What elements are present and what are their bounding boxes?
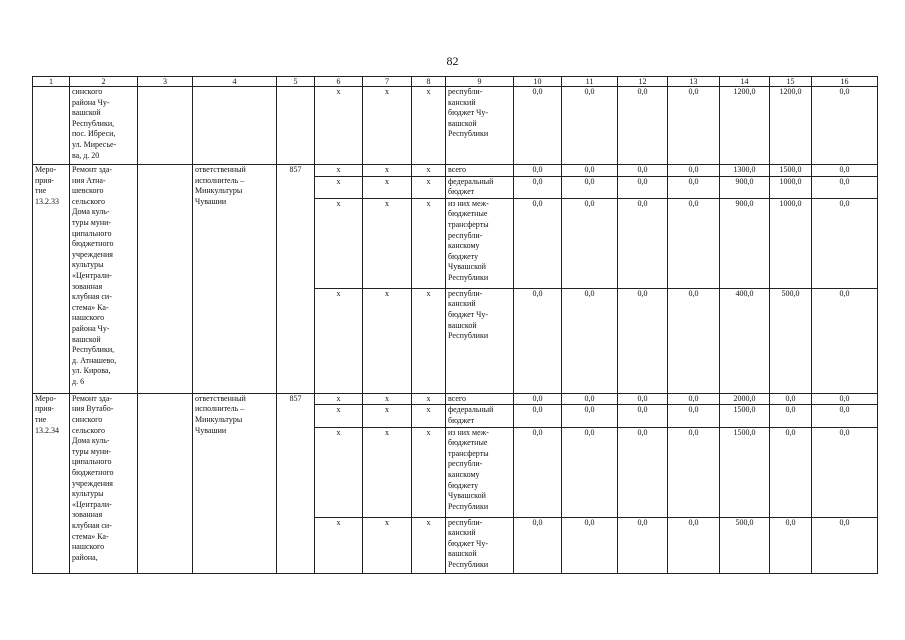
cell-x: x <box>315 176 363 198</box>
value-cell: 0,0 <box>668 165 720 177</box>
cell-x: x <box>363 198 412 288</box>
cell-x: x <box>363 517 412 573</box>
value-cell: 0,0 <box>618 198 668 288</box>
value-cell: 0,0 <box>770 405 812 427</box>
value-cell: 0,0 <box>514 427 562 517</box>
value-cell: 0,0 <box>514 176 562 198</box>
cell-x: x <box>363 427 412 517</box>
value-cell: 0,0 <box>618 165 668 177</box>
col-header: 11 <box>562 77 618 87</box>
value-cell: 0,0 <box>668 288 720 393</box>
value-cell: 0,0 <box>618 517 668 573</box>
value-cell: 0,0 <box>668 87 720 165</box>
measure-label-cell <box>33 87 70 165</box>
col-header: 4 <box>193 77 277 87</box>
value-cell: 0,0 <box>562 517 618 573</box>
value-cell: 0,0 <box>562 393 618 405</box>
measure-label: Меро- прия- тие 13.2.34 <box>33 393 70 573</box>
value-cell: 0,0 <box>812 165 878 177</box>
value-cell: 0,0 <box>812 87 878 165</box>
value-cell: 0,0 <box>668 198 720 288</box>
value-cell: 0,0 <box>562 176 618 198</box>
col-header: 9 <box>446 77 514 87</box>
value-cell: 0,0 <box>668 393 720 405</box>
value-cell: 500,0 <box>720 517 770 573</box>
col-header: 3 <box>138 77 193 87</box>
cell-x: x <box>315 165 363 177</box>
cell-x: x <box>315 198 363 288</box>
funding-source: из них меж- бюджетные трансферты республи- канскому бюджету Чувашской Республики <box>446 198 514 288</box>
col-header: 10 <box>514 77 562 87</box>
cell-x: x <box>363 87 412 165</box>
col-header: 5 <box>277 77 315 87</box>
value-cell: 0,0 <box>812 405 878 427</box>
col-header: 7 <box>363 77 412 87</box>
header-row <box>33 77 878 87</box>
value-cell: 0,0 <box>812 176 878 198</box>
value-cell: 0,0 <box>562 427 618 517</box>
value-cell: 900,0 <box>720 176 770 198</box>
value-cell: 0,0 <box>770 427 812 517</box>
empty-cell <box>138 87 193 165</box>
value-cell: 0,0 <box>668 176 720 198</box>
value-cell: 0,0 <box>618 176 668 198</box>
cell-x: x <box>315 87 363 165</box>
cell-x: x <box>412 517 446 573</box>
col-header: 12 <box>618 77 668 87</box>
value-cell: 0,0 <box>812 198 878 288</box>
cell-x: x <box>412 87 446 165</box>
col-header: 2 <box>70 77 138 87</box>
value-cell: 1000,0 <box>770 176 812 198</box>
funding-source: республи- канский бюджет Чу- вашской Республики <box>446 517 514 573</box>
cell-x: x <box>412 405 446 427</box>
value-cell: 0,0 <box>812 427 878 517</box>
cell-x: x <box>363 405 412 427</box>
value-cell: 0,0 <box>618 427 668 517</box>
value-cell: 0,0 <box>618 87 668 165</box>
value-cell: 1200,0 <box>720 87 770 165</box>
cell-x: x <box>315 427 363 517</box>
value-cell: 0,0 <box>562 87 618 165</box>
col-header: 14 <box>720 77 770 87</box>
funding-source: республи- канский бюджет Чу- вашской Республики <box>446 288 514 393</box>
value-cell: 0,0 <box>562 198 618 288</box>
cell-x: x <box>363 393 412 405</box>
page-number: 82 <box>446 54 459 68</box>
funding-source: всего <box>446 393 514 405</box>
value-cell: 0,0 <box>812 288 878 393</box>
value-cell: 0,0 <box>618 393 668 405</box>
value-cell: 1500,0 <box>720 427 770 517</box>
value-cell: 0,0 <box>668 517 720 573</box>
empty-cell <box>138 165 193 394</box>
empty-cell <box>138 393 193 573</box>
value-cell: 0,0 <box>514 288 562 393</box>
col-header: 16 <box>812 77 878 87</box>
funding-source: федеральный бюджет <box>446 176 514 198</box>
value-cell: 0,0 <box>514 517 562 573</box>
value-cell: 900,0 <box>720 198 770 288</box>
table-row <box>33 87 878 165</box>
cell-x: x <box>315 517 363 573</box>
value-cell: 1500,0 <box>720 405 770 427</box>
value-cell: 0,0 <box>618 405 668 427</box>
value-cell: 1300,0 <box>720 165 770 177</box>
value-cell: 0,0 <box>514 393 562 405</box>
cell-x: x <box>363 165 412 177</box>
budget-code: 857 <box>277 165 315 394</box>
funding-source: республи- канский бюджет Чу- вашской Республики <box>446 87 514 165</box>
value-cell: 0,0 <box>770 393 812 405</box>
table-row <box>33 393 878 405</box>
cell-x: x <box>412 427 446 517</box>
cell-x: x <box>412 393 446 405</box>
funding-source: из них меж- бюджетные трансферты республи- канскому бюджету Чувашской Республики <box>446 427 514 517</box>
col-header: 6 <box>315 77 363 87</box>
funding-source: федеральный бюджет <box>446 405 514 427</box>
value-cell: 0,0 <box>812 517 878 573</box>
measure-description: Ремонт зда- ния Атна- шевского сельского Дома куль- туры муни- ципального бюджетного учреждения культуры «Централи- зованная клубная си- стема» Ка- нашского района Чу- вашской Республики, д. Атнашево, ул. Кирова, д. 6 <box>70 165 138 394</box>
cell-x: x <box>363 288 412 393</box>
value-cell: 0,0 <box>514 405 562 427</box>
cell-x: x <box>412 165 446 177</box>
value-cell: 0,0 <box>562 405 618 427</box>
value-cell: 0,0 <box>668 405 720 427</box>
cell-x: x <box>412 176 446 198</box>
table-row <box>33 165 878 177</box>
value-cell: 0,0 <box>770 517 812 573</box>
value-cell: 0,0 <box>618 288 668 393</box>
value-cell: 0,0 <box>812 393 878 405</box>
executor: ответственный исполнитель – Минкультуры Чувашии <box>193 393 277 573</box>
value-cell: 1200,0 <box>770 87 812 165</box>
value-cell: 0,0 <box>668 427 720 517</box>
value-cell: 0,0 <box>562 288 618 393</box>
cell-x: x <box>315 405 363 427</box>
value-cell: 0,0 <box>562 165 618 177</box>
value-cell: 0,0 <box>514 165 562 177</box>
value-cell: 1500,0 <box>770 165 812 177</box>
col-header: 1 <box>33 77 70 87</box>
program-table <box>32 76 878 574</box>
measure-description: синского района Чу- вашской Республики, пос. Ибреси, ул. Миресье- ва, д. 20 <box>70 87 138 165</box>
budget-code: 857 <box>277 393 315 573</box>
measure-description: Ремонт зда- ния Вутабо- синского сельского Дома куль- туры муни- ципального бюджетного учреждения культуры «Централи- зованная клубная си- стема» Ка- нашского района, <box>70 393 138 573</box>
value-cell: 400,0 <box>720 288 770 393</box>
col-header: 15 <box>770 77 812 87</box>
value-cell: 0,0 <box>514 87 562 165</box>
cell-x: x <box>412 288 446 393</box>
cell-x: x <box>315 393 363 405</box>
executor-cell <box>193 87 277 165</box>
cell-x: x <box>315 288 363 393</box>
col-header: 13 <box>668 77 720 87</box>
executor: ответственный исполнитель – Минкультуры Чувашии <box>193 165 277 394</box>
code-cell <box>277 87 315 165</box>
value-cell: 0,0 <box>514 198 562 288</box>
value-cell: 2000,0 <box>720 393 770 405</box>
measure-label: Меро- прия- тие 13.2.33 <box>33 165 70 394</box>
cell-x: x <box>363 176 412 198</box>
value-cell: 500,0 <box>770 288 812 393</box>
cell-x: x <box>412 198 446 288</box>
funding-source: всего <box>446 165 514 177</box>
value-cell: 1000,0 <box>770 198 812 288</box>
col-header: 8 <box>412 77 446 87</box>
